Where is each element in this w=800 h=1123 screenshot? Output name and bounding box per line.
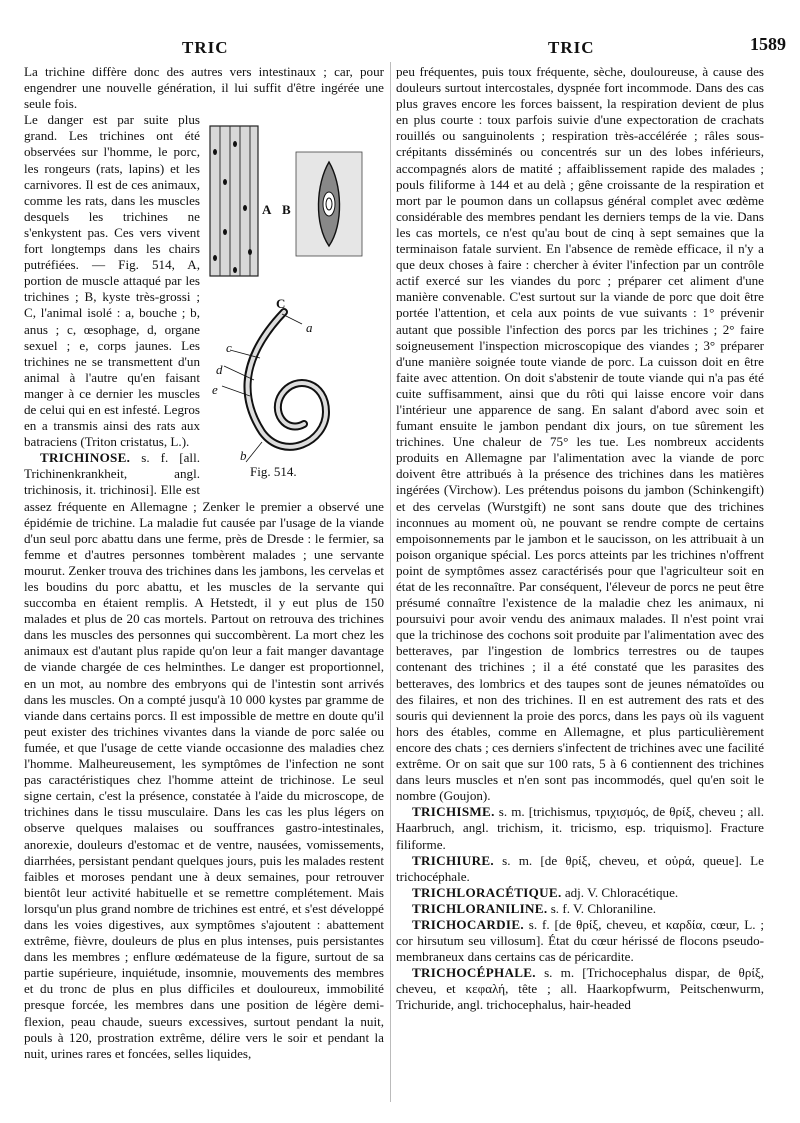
figure-caption: Fig. 514. (250, 464, 297, 480)
muscle-portion-drawing (210, 126, 258, 276)
entry-body: s. f. V. Chloraniline. (550, 900, 657, 916)
trichina-illustration (206, 112, 384, 484)
entry-trichinose (24, 450, 384, 1062)
entry-body: s. m. [Trichocephalus dispar, de θρίξ, cheveu, et κεφαλή, tête ; all. Haarkopfwurm, Peitschenwurm, Trichuride, angl. trichocephalus, hair-headed (396, 965, 764, 1013)
entry-body: adj. V. Chloracétique. (564, 884, 679, 900)
figure-label-A: A (262, 202, 272, 218)
entry-body: s. m. [trichismus, τριχισμός, de θρίξ, cheveu ; all. Haarbruch, angl. trichism, it. tricismo, esp. triquismo]. Fracture filiforme. (396, 804, 764, 852)
entry-body: s. m. [de θρίξ, cheveu, et οὐρά, queue]. Le trichocéphale. (396, 852, 764, 884)
entry-trichocephale (396, 965, 764, 1013)
figure-label-d: d (216, 362, 223, 378)
figure-label-b: b (240, 448, 247, 464)
entry-trichocardie (396, 917, 764, 965)
headword: TRICHIURE. (412, 852, 494, 868)
headword: TRICHOCARDIE. (412, 916, 524, 932)
cyst-drawing (296, 152, 362, 256)
entry-body: s. f. [de θρίξ, cheveu, et καρδία, cœur, L. ; cor hirsutum seu villosum]. État du cœur hérissé de flocons pseudo-membraneux dans certains cas de péricardite. (396, 916, 764, 965)
column-divider (390, 62, 391, 1102)
headword: TRICHLORANILINE. (412, 900, 548, 916)
page-number: 1589 (750, 34, 786, 54)
paragraph: La trichine diffère donc des autres vers intestinaux ; car, pour engendrer une nouvelle génération, il lui suffit d'être ingérée une seule fois. (24, 64, 384, 112)
figure-label-B: B (282, 202, 291, 218)
figure-514 (206, 112, 384, 484)
figure-label-e: e (212, 382, 218, 398)
headword: TRICHINOSE. (40, 450, 131, 466)
paragraph: Le danger est par suite plus grand. Les trichines ont été observées sur l'homme, le porc, les rongeurs (rats, lapins) et les carnivores. Il est de ces animaux, comme les rats, dans les muscles desquels les trichines ne s'enkystent pas. Ces vers vivent fort longtemps dans les chairs putréfiées. — Fig. 514, A, portion de muscle attaqué par les trichines ; B, kyste très-grossi ; C, l'animal isolé : a, bouche ; b, anus ; c, œsophage, d, organe sexuel ; e, corps jaunes. Les trichines ne se transmettent d'un animal à l'autre qu'en faisant manger à ce dernier les muscles de celui qui en est infesté. Legros en a transmis ainsi des rats aux batraciens (Triton cristatus, L.). (24, 112, 200, 450)
entry-trichisme (396, 804, 764, 852)
left-column (24, 64, 384, 1062)
figure-label-c: c (226, 340, 232, 356)
figure-label-C: C (276, 296, 286, 312)
entry-trichloraniline (396, 901, 764, 917)
paragraph: peu fréquentes, puis toux fréquente, sèche, douloureuse, à cause des douleurs surtout intercostales, dyspnée fort incommode. Dans des cas plus graves encore les forces baissent, la respiration devient de plus en plus courte : toux parfois suivie d'une expectoration de crachats rouillés ou sanguinolents ; respiration très-accélérée ; râles sous-crépitants disséminés ou concentrés sur un des lobes inférieurs, accompagnés alors de matité ; affaiblissement rapide des malades ; pouls filiforme à 144 et au delà ; gêne croissante de la respiration et mort par le poumon dans un collapsus général complet avec œdème considérable des membres pendant les derniers temps de la vie. Dans les cas mortels, ce n'est qu'au bout de cinq à sept semaines que la terminaison fatale survient. En l'absence de remède efficace, il n'y a que deux choses à faire : chercher à éviter l'infection par un contrôle actif exercé sur les viandes du porc ; préparer cet aliment d'une manière convenable. C'est surtout sur la viande de porc que doit être portée l'attention, et cela aux points de vue suivants : 1° prévenir autant que possible l'infection des porcs par les trichines ; 2° faire soigneusement l'inspection microscopique des viandes ; 3° préparer d'une manière soignée toute viande de porc. La cuisson doit en être faite avec attention. On doit s'abstenir de toute viande qui n'a pas été cuite suffisamment, ainsi que du rôti qui laisse encore voir dans l'intérieur une apparence de sang. En salant d'abord avec soin et fumant ensuite le jambon pendant dix jours, on tue sûrement les trichines. Une chaleur de 75° les tue. Les nombreux accidents produits en Allemagne par l'alimentation avec la viande de porc doivent être attribués à la présence des trichines dans les matières ingérées (Virchow). Les prétendus poisons du jambon (Schinkengift) et des cervelas (Wurstgift) ne sont sans doute que des trichines inconnues au moment où, ne pouvant se rendre compte de certains empoisonnements par le jambon et le saucisson, on les attribuait à un poison organique spécial. Les porcs atteints par les trichines n'offrent point de symptômes assez caractérisés pour que l'agriculteur soit en état de les reconnaître. Par conséquent, l'éleveur de porcs ne peut être présumé connaître l'existence de la maladie chez les animaux, ni poursuivi pour avoir vendu des animaux malades. Il n'est point vrai que la trichinose des cochons soit produite par l'alimentation avec des betteraves, par l'ingestion de lombrics terrestres ou de taupes contenant des trichines ; il a été constaté que les parasites des betteraves, des lombrics et des taupes sont de jeunes nématoïdes ou des filaires, et non des trichines. Il en est autrement des rats et des souris qui deviennent la proie des porcs, dans les pays où ils vaguent hors des étables, comme en Allemagne, et plus particulièrement encore des chats ; ces derniers s'infectent de trichines avec une facilité extrême. Or on sait que sur 100 rats, 5 à 6 contiennent des trichines dans leurs muscles et n'en sont pas incommodés, quel qu'en soit le nombre (Goujon). (396, 64, 764, 804)
entry-body: s. f. [all. Trichinenkrankheit, angl. trichinosis, it. trichinosi]. Elle est assez fréquente en Allemagne ; Zenker le premier a observé une épidémie de trichine. La maladie fut causée par l'usage de la viande d'un seul porc abattu dans une ferme, près de Dresde : le fermier, sa femme et d'autres personnes tombèrent malades ; une servante mourut. Zenker trouva des trichines dans les jambons, les cervelas et les boudins du porc abattu, et les muscles de la servante qui succomba en étaient remplis. A Hetstedt, il y eut plus de 150 malades et plus de 20 cas mortels. Partout on retrouva des trichines dans les muscles des personnes qui succombèrent. La mort chez les animaux est d'autant plus rapide qu'on leur a fait manger davantage de viande chargée de ces helminthes. Le danger est proportionnel, en un mot, au nombre des embryons qui de l'intestin sont arrivés dans les muscles. On a compté jusqu'à 10 000 kystes par gramme de viande dans certains porcs. Il est impossible de mettre en doute qu'il peut exister des trichines vivantes dans la viande de porc salée ou fumée, et que l'usage de cette viande occasionne des maladies chez l'homme. Malheureusement, les symptômes de l'infection ne sont pas caractéristiques chez l'homme atteint de trichinose. Le seul signe certain, c'est la présence, constatée à l'aide du microscope, de trichines dans le tissu musculaire. Dans les cas les plus légers on observe quelques malaises ou souffrances gastro-intestinales, anorexie, douleurs d'estomac et de ventre, nausées, vomissements, diarrhées, persistant pendant quelques jours, puis les malades restent faibles et moroses pendant une à deux semaines, pour retrouver bientôt leur activité habituelle et se remettre complétement. Mais lorsqu'un plus grand nombre de trichines est entré, et s'est développé dans les voies digestives, aux symptômes s'ajoutent : abattement extrême, fièvre, douleurs de plus en plus intenses, puis persistantes dans les membres ; enflure œdémateuse de la figure, surtout de sa partie supérieure, inquiétude, insomnie, mouvements des membres et du tronc de plus en plus difficiles et douloureux, immobilité presque forcée, les membres dans une position de légère demi-flexion, peau chaude, sueurs excessives, surtout pendant la nuit, pouls à 120, prostration extrême, délire vers le soir et pendant la nuit, urines rares et foncées, selles liquides, (24, 450, 384, 1061)
running-header-right: TRIC (548, 38, 595, 57)
headword: TRICHLORACÉTIQUE. (412, 884, 562, 900)
headword: TRICHOCÉPHALE. (412, 965, 536, 981)
headword: TRICHISME. (412, 804, 495, 820)
entry-trichiure (396, 853, 764, 885)
right-column (396, 64, 764, 1014)
figure-label-a: a (306, 320, 313, 336)
running-header-left: TRIC (182, 38, 229, 57)
entry-trichloracetique (396, 885, 764, 901)
